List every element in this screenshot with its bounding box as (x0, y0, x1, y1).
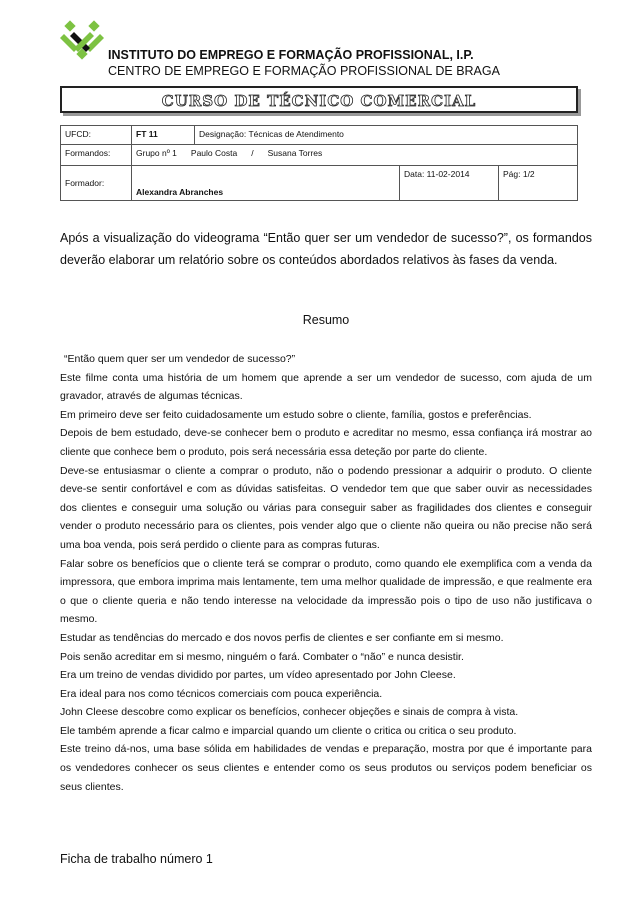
summary-paragraph: Era ideal para nos como técnicos comerciais com pouca experiência. (60, 687, 383, 700)
member-separator: / (251, 148, 254, 158)
intro-paragraph: Após a visualização do videograma “Então quer ser um vendedor de sucesso?”, os formandos deverão elaborar um relatório sobre os conteúdos abordados relativos às fases da venda. (60, 231, 592, 267)
summary-paragraph: Depois de bem estudado, deve-se conhecer bem o produto e acreditar no mesmo, essa confiança irá mostrar ao cliente que conhece bem o produto, pois será necessária essa deteção por parte do cliente. (60, 427, 592, 458)
formandos-label: Formandos: (61, 145, 132, 166)
formador-label: Formador: (61, 166, 132, 201)
designacao: Designação: Técnicas de Atendimento (195, 126, 578, 145)
formandos-value (132, 145, 578, 166)
member-1: Paulo Costa (190, 148, 238, 158)
summary-paragraph: Falar sobre os benefícios que o cliente terá se comprar o produto, como quando ele exemplifica com a venda da impressora, que embora imprima mais lentamente, tem uma melhor qualidade de impressão, e que realmente era o que o cliente queria e não tendo interesse na velocidade da impressão pois o tipo de uso não justificava o mesmo. (60, 557, 592, 626)
page-number: Pág: 1/2 (499, 166, 578, 201)
date: Data: 11-02-2014 (400, 166, 499, 201)
summary-paragraph: Estudar as tendências do mercado e dos novos perfis de clientes e ser confiante em si mesmo. (60, 631, 504, 644)
info-table (60, 125, 578, 201)
summary-paragraph: Este treino dá-nos, uma base sólida em habilidades de vendas e preparação, mostra por que é importante para os vendedores conhecer os seus clientes e entender como os seus produtos ou serviços podem beneficiar os seus clientes. (60, 743, 592, 793)
summary-paragraph: Deve-se entusiasmar o cliente a comprar o produto, não o podendo pressionar a adquirir o produto. O cliente deve-se sentir confortável e com as dúvidas satisfeitas. O vendedor tem que que saber ouvir as necessidades dos clientes e conseguir uma solução ou várias para conseguir saber as fragilidades dos clientes e conseguir vender o produto necessário para os clientes, pois vender algo que o cliente não queira ou não precise não será uma boa venda, pois será perdido o cliente para as compras futuras. (60, 464, 592, 551)
summary-paragraph: John Cleese descobre como explicar os benefícios, conhecer objeções e sinais de compra à vista. (60, 706, 519, 719)
institution-center: CENTRO DE EMPREGO E FORMAÇÃO PROFISSIONAL DE BRAGA (108, 64, 500, 78)
summary-paragraph: Em primeiro deve ser feito cuidadosamente um estudo sobre o cliente, família, gostos e preferências. (60, 408, 532, 421)
summary-paragraph: Era um treino de vendas dividido por partes, um vídeo apresentado por John Cleese. (60, 669, 456, 682)
iefp-logo-icon (60, 20, 104, 60)
summary-paragraph: Este filme conta uma história de um homem que aprende a ser um vendedor de sucesso, com ajuda de um gravador, através de algumas técnicas. (60, 371, 592, 403)
ufcd-label: UFCD: (61, 126, 132, 145)
summary-paragraph: Ele também aprende a ficar calmo e imparcial quando um cliente o critica ou critica o seu produto. (60, 724, 517, 737)
institution-name: INSTITUTO DO EMPREGO E FORMAÇÃO PROFISSIONAL, I.P. (108, 48, 474, 62)
summary-text (60, 350, 592, 796)
page-footer: Ficha de trabalho número 1 (60, 852, 213, 866)
formador-value: Alexandra Abranches (132, 166, 400, 201)
course-banner (60, 86, 578, 113)
grupo: Grupo nº 1 (136, 148, 177, 158)
summary-paragraph: “Então quem quer ser um vendedor de sucesso?” (64, 353, 296, 365)
member-2: Susana Torres (267, 148, 323, 158)
course-banner-text: CURSO DE TÉCNICO COMERCIAL (161, 92, 477, 110)
summary-paragraph: Pois senão acreditar em si mesmo, ninguém o fará. Combater o “não” e nunca desistir. (60, 650, 464, 663)
ufcd-value: FT 11 (132, 126, 195, 145)
resumo-title: Resumo (302, 313, 350, 327)
